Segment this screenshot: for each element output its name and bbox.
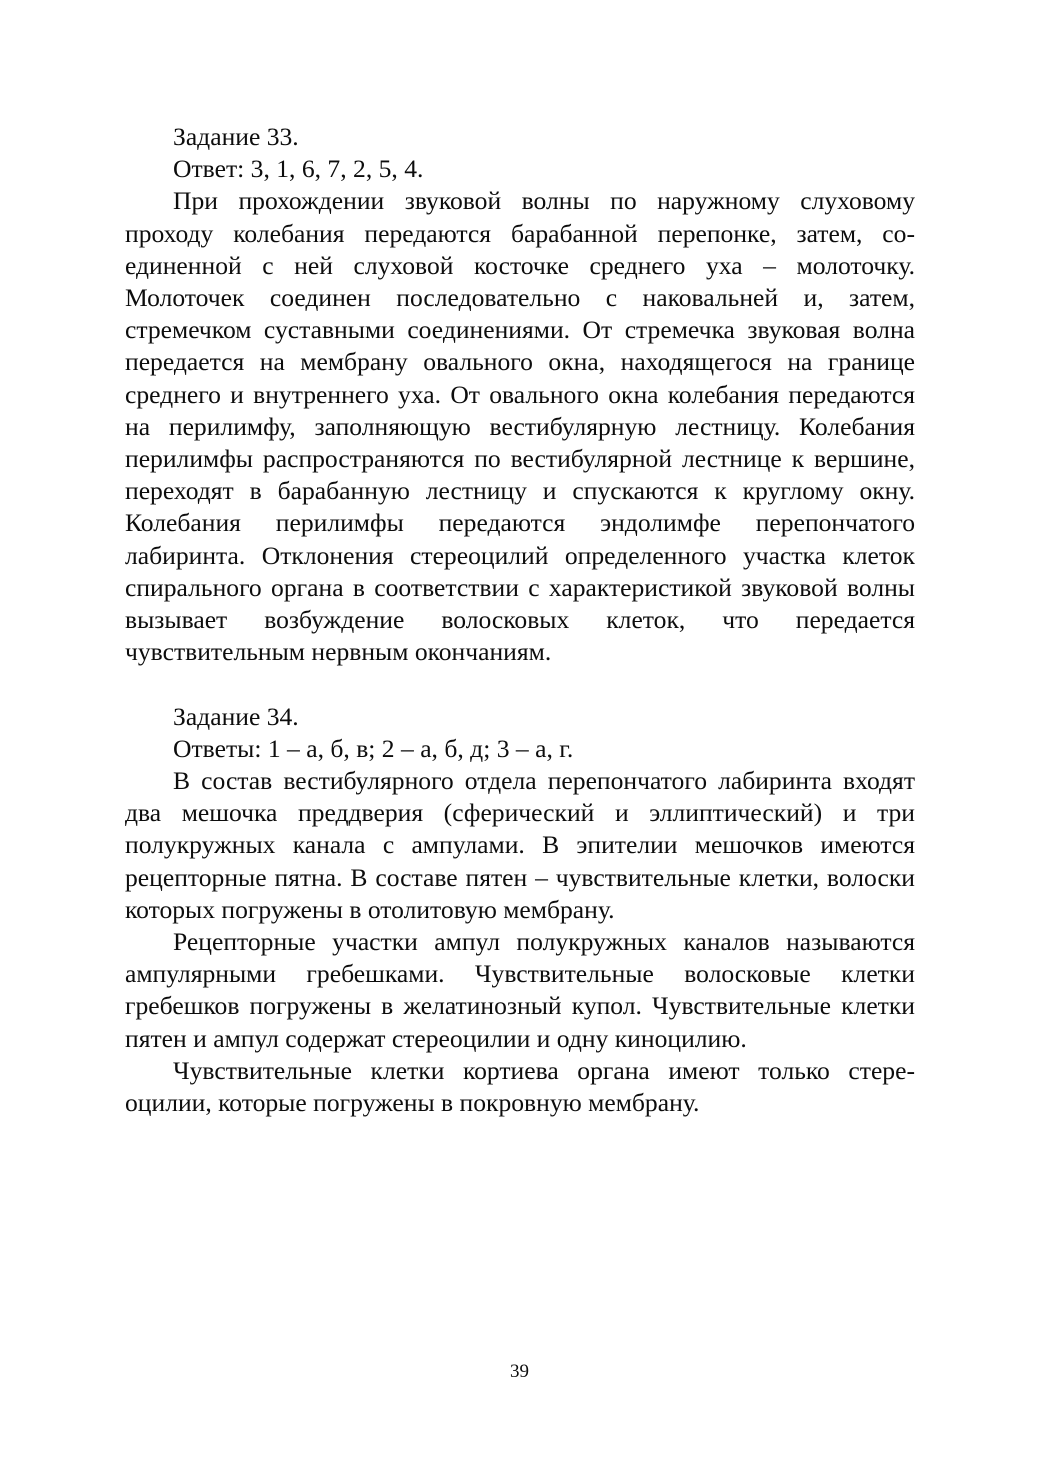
task-34-section (125, 701, 915, 1120)
task-33-answer: Ответ: 3, 1, 6, 7, 2, 5, 4. (173, 154, 424, 184)
task-34-heading: Задание 34. (173, 701, 299, 731)
task-33-paragraph-1: При прохождении звуковой волны по наружному слуховому проходу колебания передаются барабанной перепонке, затем, соединенной с ней слуховой косточке среднего уха – молоточку. Молоточек соединен последовательно с наковальней и, затем, стремечком суставными соединениями. От стремечка звуковая волна передается на мембрану овального окна, находящегося на границе среднего и внутреннего уха. От овального окна колебания передаются на перилимфу, заполняющую вестибулярную лестницу. Колебания перилимфы распространяются по вестибулярной лестнице к вершине, переходят в барабанную лестницу и спускаются к круглому окну. Колебания перилимфы передаются эндолимфе перепончатого лабиринта. Отклонения стереоцилий определенного участка клеток спирального органа в соответствии с характеристикой звуковой волны вызывает возбуждение волосковых клеток, что передается чувствительным нервным окончаниям. (125, 186, 915, 667)
task-34-paragraph-2: Рецепторные участки ампул полукружных каналов называются ампулярными гребешками. Чувствительные волосковые клетки гребешков погружены в желатинозный купол. Чувствительные клетки пятен и ампул содержат стереоцилии и одну киноцилию. (125, 927, 915, 1053)
task-34-paragraph-1: В состав вестибулярного отдела перепончатого лабиринта входят два мешочка преддверия (сферический и эллиптический) и три полукружных канала с ампулами. В эпителии мешочков имеются рецепторные пятна. В составе пятен – чувствительные клетки, волоски которых погружены в отолитовую мембрану. (125, 766, 915, 924)
task-33-heading: Задание 33. (173, 122, 299, 151)
page-body (125, 121, 915, 1119)
task-34-answer: Ответы: 1 – а, б, в; 2 – а, б, д; 3 – а, г. (173, 733, 574, 763)
task-33-section (125, 121, 915, 668)
task-34-paragraph-3: Чувствительные клетки кортиева органа имеют только стереоцилии, которые погружены в покровную мембрану. (125, 1055, 915, 1118)
page-number: 39 (510, 1361, 529, 1382)
